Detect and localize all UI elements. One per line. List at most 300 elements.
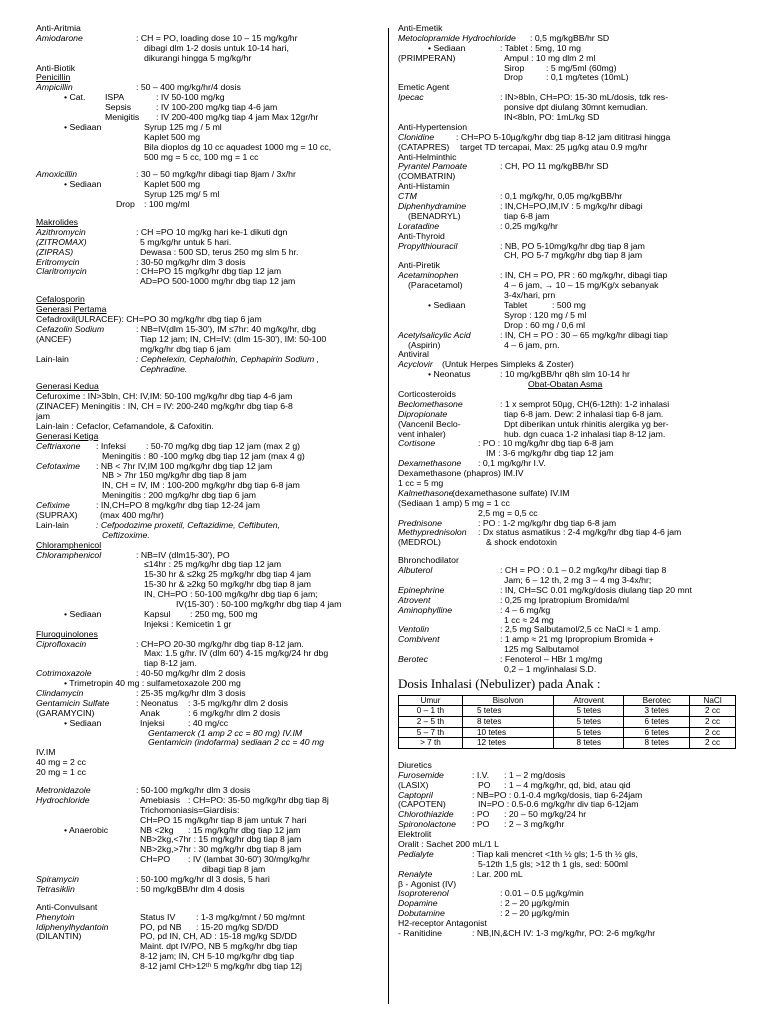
text-line (398, 899, 744, 909)
text-segment: dikurangi hingga 5 mg/kg/hr (144, 52, 252, 63)
nebulizer-table-header (399, 695, 736, 706)
text-segment: : 4 – 6 mg/kg (500, 604, 551, 615)
text-segment: Clonidine (398, 131, 435, 142)
text-segment: Sirop (504, 62, 525, 73)
text-segment: 40 mg = 2 cc (36, 757, 86, 768)
text-segment: Dexamethasone (398, 458, 462, 469)
text-segment: Anti-Biotik (36, 62, 76, 73)
text-segment: (Sediaan 1 amp) 5 mg = 1 cc (398, 497, 510, 508)
text-segment: (Vancenil Beclo- (398, 418, 461, 429)
text-segment: : NB=PO : 0.1-0.4 mg/kg/dosis, tiap 6-24jam (472, 789, 643, 800)
text-segment: Eritromycin (36, 256, 80, 267)
text-segment: jam (36, 411, 50, 422)
text-segment: hub. dgn cuaca 1-2 inhalasi tiap 8-12 jam. (504, 428, 666, 439)
text-line (398, 212, 744, 222)
text-segment: : CH=PO 15 mg/kg/hr dbg tiap 12 jam (136, 266, 282, 277)
text-segment: : 20 – 50 mg/kg/24 hr (504, 809, 587, 820)
text-segment: Diphenhydramine (398, 201, 467, 212)
text-segment: : NB,IN,&CH IV: 1-3 mg/kg/hr, PO: 2-6 mg/kg/hr (472, 928, 656, 938)
text-segment: Renalyte (398, 868, 433, 879)
text-segment: Acetylsalicylic Acid (398, 329, 471, 340)
text-line (398, 528, 744, 538)
table-cell: 5 tetes (554, 727, 624, 738)
text-segment: 8-12 jamI CH>12ᵗʰ 5 mg/kg/hr dbg tiap 12j (140, 961, 302, 972)
text-segment: (Aspirin) (408, 339, 441, 350)
text-segment: Tablet (504, 299, 528, 310)
text-segment: Ampul : 10 mg dlm 2 ml (504, 52, 596, 63)
text-segment: 15-30 hr & ≤2kg 25 mg/kg/hr dbg tiap 4 jam (144, 569, 312, 580)
text-segment: Ciprofloxacin (36, 638, 87, 649)
text-segment: 4 – 6 jam, → 10 – 15 mg/Kg/x sebanyak (504, 280, 659, 291)
text-line (398, 469, 744, 479)
text-line (36, 649, 380, 659)
text-line (398, 606, 744, 616)
text-segment: Dexamethasone (phapros) IM.IV (398, 468, 524, 479)
text-segment: Kalmethasone (398, 487, 454, 498)
text-segment: (MEDROL) (398, 537, 441, 548)
right-column (398, 24, 744, 939)
text-line (398, 538, 744, 548)
text-segment: • Sediaan (428, 42, 466, 53)
text-segment: Pedialyte (398, 848, 434, 859)
text-segment: : Infeksi (96, 440, 126, 451)
text-segment: Lain-lain : Cefaclor, Cefamandole, & Cafoxitin. (36, 420, 214, 431)
text-segment: tiap 6-8 jam. Dew: 2 inhalasi tiap 6-8 jam. (504, 408, 664, 419)
text-segment: (ANCEF) (36, 333, 72, 344)
text-segment: Bila dioplos dg 10 cc aquadest 1000 mg = 10 cc, (144, 141, 332, 152)
text-segment: Chloramphenicol (36, 549, 102, 560)
text-line (36, 768, 380, 778)
text-segment: : 40-50 mg/kg/hr dlm 2 dosis (136, 668, 246, 679)
text-segment: Anti-Thyroid (398, 230, 445, 241)
table-header-cell: Umur (399, 695, 463, 706)
text-segment: Berotec (398, 654, 428, 665)
text-segment: (PRIMPERAN) (398, 52, 456, 63)
text-line (398, 331, 744, 341)
text-line (36, 521, 380, 531)
text-segment: : 50-70 mg/kg dbg tiap 12 jam (max 2 g) (146, 440, 301, 451)
text-segment: (BENADRYL) (408, 210, 461, 221)
text-segment: (CAPOTEN) (398, 799, 446, 810)
text-segment: & shock endotoxin (486, 537, 557, 548)
text-line (398, 222, 744, 232)
text-segment: Ceftriaxone (36, 440, 81, 451)
text-segment: - Ranitidine (398, 928, 442, 938)
table-row (399, 706, 736, 717)
text-segment: : 15 mg/kg/hr dbg tiap 12 jam (188, 824, 301, 835)
text-segment: Isoproterenol (398, 888, 449, 899)
text-segment: : I.V. (472, 769, 490, 780)
text-segment: Oralit : Sachet 200 mL/1 L (398, 838, 499, 849)
line-gap (398, 753, 744, 761)
text-segment: Drop (116, 199, 135, 210)
text-segment: Aminophylline (398, 604, 453, 615)
text-segment: 5 mg/kg/hr untuk 5 hari. (140, 236, 232, 247)
text-segment: (ZINACEF) Meningitis : IN, CH = IV: 200-240 mg/kg/hr dbg tiap 6-8 (36, 401, 293, 412)
text-segment: 500 mg = 5 cc, 100 mg = 1 cc (144, 151, 259, 162)
text-segment: : 30 – 50 mg/kg/hr dibagi tiap 8jam / 3x/hr (136, 169, 296, 180)
text-segment: : 50-100 mg/kg/hr dl 3 dosis, 5 hari (136, 874, 270, 885)
text-segment: : IN, CH=SC 0.01 mg/kg/dosis diulang tiap 20 mnt (500, 584, 692, 595)
text-segment: (DILANTIN) (36, 931, 82, 942)
text-segment: : 40 mg/cc (188, 717, 229, 728)
text-segment: Dobutamine (398, 908, 445, 919)
text-segment: IM : 3-6 mg/kg/hr dbg tiap 12 jam (486, 448, 614, 459)
text-segment: Meningitis : 80 -100 mg/kg dbg tiap 12 jam (max 4 g) (102, 450, 305, 461)
text-segment: Prednisone (398, 517, 442, 528)
text-line (36, 885, 380, 895)
table-cell: 5 – 7 th (399, 727, 463, 738)
text-segment: : 15-20 mg/kg SD/DD (196, 921, 279, 932)
text-segment: IN, CH=PO : 50-100 mg/kg/hr dbg tiap 6 jam; (144, 589, 318, 600)
table-cell: 2 cc (690, 717, 736, 728)
text-segment: : 0,1 mg/kg/hr I.V. (478, 458, 546, 469)
text-segment: NB>2kg,<7hr : 15 mg/kg/hr dbg tiap 8 jam (140, 834, 302, 845)
text-segment: : 6 mg/kg/hr dlm 2 dosis (188, 707, 281, 718)
text-segment: IN<8bln, PO: 1mL/kg SD (504, 112, 600, 123)
text-segment: Lain-lain (36, 519, 69, 530)
table-header-cell: Atrovent (554, 695, 624, 706)
text-segment: : 50 – 400 mg/kg/hr/4 dosis (136, 82, 241, 93)
text-segment: CTM (398, 191, 417, 202)
text-segment: : 5 mg/5ml (60mg) (546, 62, 617, 73)
text-segment: 20 mg = 1 cc (36, 767, 86, 778)
text-segment: : Lar. 200 mL (472, 868, 523, 879)
text-segment: CH=PO (140, 854, 171, 865)
text-segment: Drop (504, 72, 523, 83)
text-segment: : 1 – 4 mg/kg/hr, qd, bid, atau qid (504, 779, 631, 790)
text-segment: (LASIX) (398, 779, 429, 790)
text-segment: mg/kg/hr dbg tiap 6 jam (140, 343, 231, 354)
text-segment: ISPA (105, 92, 125, 103)
text-segment: • Neonatus (428, 369, 471, 380)
text-segment: Ceftizoxime. (102, 529, 150, 540)
text-line (36, 748, 380, 758)
text-segment: vent inhaler) (398, 428, 446, 439)
text-segment: IN, CH = IV, IM : 100-200 mg/kg/hr dbg tiap 6-8 jam (102, 480, 300, 491)
nebulizer-title: Dosis Inhalasi (Nebulizer) pada Anak : (398, 675, 601, 691)
text-segment: Acyclovir (398, 359, 433, 370)
text-segment: : 1-3 mg/kg/mnt / 50 mg/mnt (196, 911, 305, 922)
text-segment: tiap 6-8 jam (504, 210, 550, 221)
text-segment: • Cat. (64, 92, 86, 103)
text-segment: : CH = PO, loading dose 10 – 15 mg/kg/hr (136, 32, 298, 43)
text-segment: : IN,CH=PO,IM,IV : 5 mg/kg/hr dibagi (500, 201, 643, 212)
text-segment: : IN, CH = PO, PR : 60 mg/kg/hr, dibagi tiap (500, 270, 668, 281)
text-segment: : 2 – 3 mg/kg/hr (504, 819, 565, 830)
text-segment: : Tablet : 5mg, 10 mg (500, 42, 581, 53)
text-segment: Dopamine (398, 898, 438, 909)
text-segment: : Tiap kali mencret <1th ½ gls; 1-5 th ½ gls, (472, 848, 638, 859)
table-cell: 8 tetes (554, 738, 624, 749)
text-segment: Status IV (140, 911, 176, 922)
text-segment: : 0,5 mg/kgBB/hr SD (530, 32, 610, 43)
text-segment: : NB=IV (dlm15-30'), PO (136, 549, 230, 560)
text-segment: Anti-Aritmia (36, 23, 81, 33)
text-segment: 4 – 6 jam, prn. (504, 339, 560, 350)
text-segment: : IV 50-100 mg/kg (156, 92, 225, 103)
text-segment: : CH=PO: 35-50 mg/kg/hr dbg tiap 8j (188, 794, 329, 805)
table-cell: 5 tetes (462, 706, 553, 717)
text-line (398, 860, 744, 870)
table-cell: 5 tetes (554, 717, 624, 728)
text-segment: Cefuroxime : IN>3bln, CH: IV,IM: 50-100 mg/kg/hr dbg tiap 4-6 jam (36, 391, 293, 402)
text-line (36, 402, 380, 412)
text-segment: Claritromycin (36, 266, 87, 277)
table-cell: 2 cc (690, 738, 736, 749)
text-segment: Epinephrine (398, 584, 445, 595)
text-segment: Fluroquinolones (36, 628, 98, 639)
text-segment: IV.IM (36, 747, 56, 758)
text-segment: Cotrimoxazole (36, 668, 92, 679)
text-segment: (Paracetamol) (408, 280, 463, 291)
text-segment: Methyprednisolon (398, 527, 467, 538)
text-segment: Ventolin (398, 624, 430, 635)
text-segment: Lain-lain (36, 353, 69, 364)
text-segment: : Dx status asmatikus : 2-4 mg/kg/hr dbg tiap 4-6 jam (478, 527, 682, 538)
text-segment: Gentamerck (1 amp 2 cc = 80 mg) IV.IM (148, 727, 303, 738)
text-segment: NB>2kg,>7hr : 30 mg/kg/hr dbg tiap 8 jam (140, 844, 302, 855)
text-segment: Phenytoin (36, 911, 75, 922)
text-segment: Maint. dpt IV/PO, NB 5 mg/kg/hr dbg tiap (140, 941, 298, 952)
text-segment: Propylthiouracil (398, 240, 458, 251)
text-segment: : CH=PO 20-30 mg/kg/hr dbg tiap 8-12 jam. (136, 638, 304, 649)
text-segment: : 1 x semprot 50µg, CH(6-12th): 1-2 inhalasi (500, 398, 670, 409)
table-row (399, 738, 736, 749)
text-segment: (COMBATRIN) (398, 171, 456, 182)
text-segment: Bhronchodilator (398, 555, 459, 566)
text-segment: Hydrochloride (36, 794, 90, 805)
text-segment: : CH =PO 10 mg/kg hari ke-1 dikuti dgn (136, 226, 288, 237)
text-segment: : 0,25 mg Ipratropium Bromida/ml (500, 594, 629, 605)
text-segment: 5-12th 1,5 gls; >12 th 1 gls, sed: 500ml (478, 858, 628, 869)
text-segment: Amoxicillin (36, 169, 78, 180)
table-cell: 3 tetes (624, 706, 690, 717)
text-segment: Cortisone (398, 438, 436, 449)
text-segment: : Cefpodozime proxetil, Ceftazidime, Ceftibuten, (96, 519, 280, 530)
text-segment: Ipecac (398, 92, 424, 103)
text-segment: ponsive dpt diulang 30mnt kemudian. (504, 102, 648, 113)
text-line (36, 123, 380, 133)
text-line (398, 665, 744, 675)
table-cell: 2 – 5 th (399, 717, 463, 728)
text-segment: Injeksi (140, 717, 165, 728)
left-column (36, 24, 380, 972)
text-segment: (ZIPRAS) (36, 246, 74, 257)
text-line (398, 889, 744, 899)
line-gap (36, 210, 380, 218)
text-segment: Dpt diberikan untuk rhinitis alergika yg ber- (504, 418, 669, 429)
table-cell: 10 tetes (462, 727, 553, 738)
nebulizer-table-body (399, 706, 736, 748)
text-segment: Kapsul (144, 608, 171, 619)
text-line (36, 190, 380, 200)
text-segment: Tiap 12 jam; IN, CH=IV: (dlm 15-30'), IM: 50-100 (140, 333, 327, 344)
text-line (398, 341, 744, 351)
text-line (398, 820, 744, 830)
table-header-cell: NaCl (690, 695, 736, 706)
text-segment: Beclomethasone (398, 398, 463, 409)
text-segment: IN=PO : 0.5-0.6 mg/kg/hr div tiap 6-12jam (478, 799, 639, 810)
text-segment: • Sediaan (428, 299, 466, 310)
text-segment: Cefotaxime (36, 460, 80, 471)
text-segment: Elektrolit (398, 829, 432, 840)
text-segment: : 10 mg/kgBB/hr q8h slm 10-14 hr (500, 369, 630, 380)
text-segment: (ZITROMAX) (36, 236, 87, 247)
text-segment: Anti-Convulsant (36, 901, 98, 912)
table-cell: > 7 th (399, 738, 463, 749)
text-segment: CH=PO 15 mg/kg/hr tiap 8 jam untuk 7 hari (140, 814, 307, 825)
text-segment: Makrolides (36, 217, 79, 228)
text-segment: Cefadroxil(ULRACEF): CH=PO 30 mg/kg/hr dbg tiap 6 jam (36, 314, 262, 325)
text-line (398, 251, 744, 261)
text-segment: : 0,1 mg/tetes (10mL) (546, 72, 629, 83)
text-segment: Cephradine. (140, 363, 188, 374)
text-line (36, 54, 380, 64)
table-cell: 2 cc (690, 727, 736, 738)
text-segment: : 250 mg, 500 mg (190, 608, 258, 619)
text-segment: NB > 7hr 150 mg/kg/hr dbg tiap 8 jam (102, 470, 247, 481)
text-line (36, 738, 380, 748)
text-line (36, 962, 380, 972)
text-segment: Penicillin (36, 72, 71, 83)
text-segment: Kaplet 500 mg (144, 179, 201, 190)
text-segment: Meningitis : 200 mg/kg/hr dbg tiap 6 jam (102, 490, 257, 501)
text-segment: Syrop : 120 mg / 5 ml (504, 309, 587, 320)
text-segment: Anti-Histamin (398, 181, 450, 192)
text-segment: : 50 mg/kgBB/hr dlm 4 dosis (136, 883, 245, 894)
text-segment: (max 400 mg/hr) (100, 509, 164, 520)
text-segment: : NB < 7hr IV,IM 100 mg/kg/hr dbg tiap 12 jam (96, 460, 273, 471)
text-segment: IV(15-30') : 50-100 mg/kg/hr dbg tiap 4 jam (176, 598, 342, 609)
text-segment: • Sediaan (64, 121, 102, 132)
text-line (36, 365, 380, 375)
text-segment: β - Agonist (IV) (398, 878, 457, 889)
text-segment: Chloramphenicol (36, 539, 102, 550)
table-cell: 2 cc (690, 706, 736, 717)
text-segment: Anti-Piretik (398, 260, 440, 271)
text-segment: • Sediaan (64, 608, 102, 619)
text-segment: tiap 8-12 jam. (144, 658, 197, 669)
text-segment: Furosemide (398, 769, 444, 780)
text-segment: Syrup 125 mg / 5 ml (144, 121, 222, 132)
text-segment: : 50-100 mg/kg/hr dlm 3 dosis (136, 785, 251, 796)
text-segment: (SUPRAX) (36, 509, 78, 520)
text-line (36, 355, 380, 365)
text-segment: : 500 mg (552, 299, 586, 310)
text-segment: (dexamethasone sulfate) IV.IM (452, 487, 570, 498)
text-segment: 2,5 mg = 0,5 cc (478, 507, 538, 518)
text-segment: : 0.01 – 0.5 µg/kg/min (500, 888, 584, 899)
text-segment: Gentamicin Sulfate (36, 697, 110, 708)
text-segment: : NB=IV(dlm 15-30'), IM ≤7hr: 40 mg/kg/hr, dbg (136, 323, 317, 334)
text-line (36, 200, 380, 210)
text-segment: Generasi Pertama (36, 304, 107, 315)
text-segment: Loratadine (398, 220, 440, 231)
text-segment: 0,2 – 1 mg/inhalasi S.D. (504, 664, 597, 674)
text-segment: : CH=PO 5-10µg/kg/hr dbg tiap 8-12 jam dititrasi hingga (456, 131, 671, 142)
text-segment: Azithromycin (36, 226, 86, 237)
text-segment: : 0,25 mg/kg/hr (500, 220, 558, 231)
text-segment: Ampicillin (36, 82, 73, 93)
text-segment: : PO (472, 809, 490, 820)
text-segment: Clindamycin (36, 688, 84, 698)
text-segment: Atrovent (398, 594, 431, 605)
text-segment: Kaplet 500 mg (144, 131, 201, 142)
text-segment: : IN, CH = PO : 30 – 65 mg/kg/hr dibagi tiap (500, 329, 668, 340)
text-segment: PO, pd NB (140, 921, 182, 932)
text-segment: Antiviral (398, 349, 429, 360)
text-segment: PO (478, 779, 491, 790)
table-cell: 6 tetes (624, 727, 690, 738)
text-segment: Pyrantel Pamoate (398, 161, 468, 172)
text-segment: • Sediaan (64, 179, 102, 190)
text-segment: H2-receptor Antagonist (398, 918, 487, 929)
table-cell: 12 tetes (462, 738, 553, 749)
text-segment: Idiphenylhydantoin (36, 921, 109, 932)
right-column-bottom (398, 753, 744, 939)
text-segment: : CH = PO : 0.1 – 0.2 mg/kg/hr dibagi tiap 8 (500, 565, 667, 576)
text-segment: Combivent (398, 634, 440, 645)
text-segment: : CH, PO 11 mg/kgBB/hr SD (500, 161, 609, 172)
text-segment: : IV 200-400 mg/kg tiap 4 jam Max 12gr/hr (156, 112, 319, 123)
text-segment: PO, pd IN, CH, AD : 15-18 mg/kg SD/DD (140, 931, 297, 942)
text-segment: Metronidazole (36, 785, 91, 796)
text-segment: Sepsis (105, 102, 132, 113)
table-cell: 0 – 1 th (399, 706, 463, 717)
text-segment: Trichomoniasis=Giardisis: (140, 804, 240, 815)
text-segment: 3-4x/hari, prn (504, 290, 556, 301)
text-segment: Diuretics (398, 759, 432, 770)
text-segment: : 25-35 mg/kg/hr dlm 3 dosis (136, 688, 246, 698)
text-segment: 15-30 hr & ≥2kg 50 mg/kg/hr dbg tiap 8 jam (144, 579, 312, 590)
text-segment: : 3-5 mg/kg/hr dlm 2 dosis (188, 697, 288, 708)
text-segment: • Sediaan (64, 717, 102, 728)
table-header-cell: Bisolvon (462, 695, 553, 706)
text-segment: Max: 1.5 g/hr. IV (dlm 60') 4-15 mg/kg/24 hr dbg (144, 648, 329, 659)
text-line (398, 281, 744, 291)
table-row (399, 717, 736, 728)
text-segment: Injeksi : Kemicetin 1 gr (144, 618, 232, 629)
text-segment: Chlorothiazide (398, 809, 454, 820)
line-gap (36, 287, 380, 295)
text-segment: : NB, PO 5-10mg/kg/hr dbg tiap 8 jam (500, 240, 645, 251)
text-segment: (Untuk Herpes Simpleks & Zoster) (442, 359, 574, 370)
text-segment: : Fenoterol – HBr 1 mg/mg (500, 654, 603, 665)
text-segment: dibagi dlm 1-2 dosis untuk 10-14 hari, (144, 42, 289, 53)
text-line (36, 277, 380, 287)
text-segment: : PO (472, 819, 490, 830)
text-segment: : Neonatus (136, 697, 179, 708)
text-segment: Cefixime (36, 500, 70, 511)
text-segment: Albuterol (398, 565, 433, 576)
text-line (398, 499, 744, 509)
text-segment: target TD tercapai, Max: 25 µg/kg atau 0.9 mg/hr (460, 141, 648, 152)
text-segment: (GARAMYCIN) (36, 707, 95, 718)
text-line (398, 929, 744, 939)
text-segment: 8-12 jam; IN, CH 5-10 mg/kg/hr dbg tiap (140, 951, 295, 962)
text-segment: • Trimetropin 40 mg : sulfametoxazole 200 mg (64, 678, 241, 689)
text-segment: ≤14hr : 25 mg/kg/hr dbg tiap 12 jam (144, 559, 282, 570)
text-segment: Spironolactone (398, 819, 456, 830)
text-segment: : 2 – 20 µg/kg/min (500, 898, 570, 909)
text-segment: dibagi tiap 8 jam (202, 864, 266, 875)
text-segment: 1 cc = 5 mg (398, 477, 444, 488)
text-segment: Jam; 6 – 12 th, 2 mg 3 – 4 mg 3-4x/hr; (504, 574, 652, 585)
text-segment: Amiodarone (36, 32, 83, 43)
text-segment: : 2,5 mg Salbutamol/2,5 cc NaCl ≈ 1 amp. (500, 624, 661, 635)
text-segment: Anak (140, 707, 160, 718)
